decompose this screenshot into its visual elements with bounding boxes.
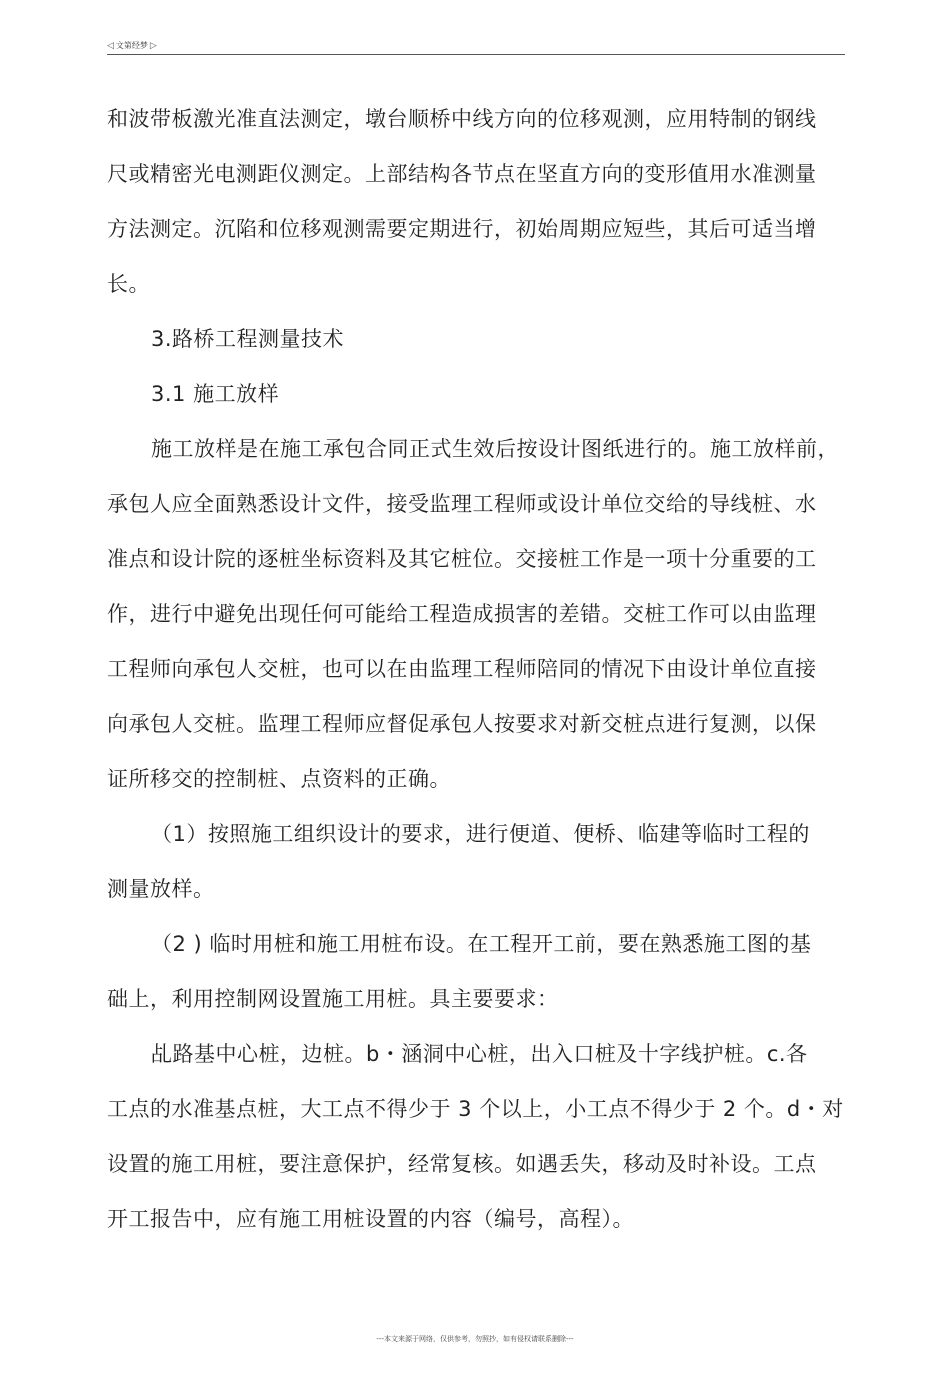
text-line: 础上，利用控制网设置施工用桩。具主要要求：: [107, 987, 559, 1011]
text-line: 承包人应全面熟悉设计文件，接受监理工程师或设计单位交给的导线桩、水: [107, 492, 817, 516]
text-line: 设置的施工用桩，要注意保护，经常复核。如遇丢失，移动及时补设。工点: [107, 1152, 817, 1176]
text-line: 证所移交的控制桩、点资料的正确。: [107, 767, 451, 791]
text-line: 乩路基中心桩，边桩。b・涵洞中心桩，出入口桩及十字线护桩。c.各: [151, 1042, 808, 1066]
list-item: （1）按照施工组织设计的要求，进行便道、便桥、临建等临时工程的: [151, 822, 810, 846]
page-header: [107, 38, 845, 55]
text-line: 向承包人交桩。监理工程师应督促承包人按要求对新交桩点进行复测，以保: [107, 712, 817, 736]
document-body: [107, 92, 845, 1247]
text-line: 作，进行中避免出现任何可能给工程造成损害的差错。交桩工作可以由监理: [107, 602, 817, 626]
header-title: 文第经梦: [115, 41, 148, 50]
text-line: 工程师向承包人交桩，也可以在由监理工程师陪同的情况下由设计单位直接: [107, 657, 817, 681]
subsection-heading: 3.1 施工放样: [151, 382, 280, 406]
text-line: 准点和设计院的逐桩坐标资料及其它桩位。交接桩工作是一项十分重要的工: [107, 547, 817, 571]
section-heading: 3.路桥工程测量技术: [151, 327, 345, 351]
left-triangle-icon: ◁: [107, 41, 114, 51]
text-line: 和波带板激光准直法测定，墩台顺桥中线方向的位移观测，应用特制的钢线: [107, 107, 817, 131]
text-line: 施工放样是在施工承包合同正式生效后按设计图纸进行的。施工放样前，: [151, 437, 839, 461]
list-item: （2 ) 临时用桩和施工用桩布设。在工程开工前，要在熟悉施工图的基: [151, 932, 812, 956]
right-triangle-icon: ▷: [149, 41, 157, 51]
text-line: 测量放样。: [107, 877, 215, 901]
text-line: 长。: [107, 272, 150, 296]
text-line: 尺或精密光电测距仪测定。上部结构各节点在坚直方向的变形值用水准测量: [107, 162, 817, 186]
text-line: 工点的水准基点桩，大工点不得少于 3 个以上，小工点不得少于 2 个。d・对: [107, 1097, 844, 1121]
text-line: 方法测定。沉陷和位移观测需要定期进行，初始周期应短些，其后可适当增: [107, 217, 817, 241]
page-footer: ---本文来源于网络，仅供参考，勿照抄，如有侵权请联系删除---: [376, 1335, 574, 1343]
text-line: 开工报告中，应有施工用桩设置的内容（编号，高程）。: [107, 1207, 634, 1231]
